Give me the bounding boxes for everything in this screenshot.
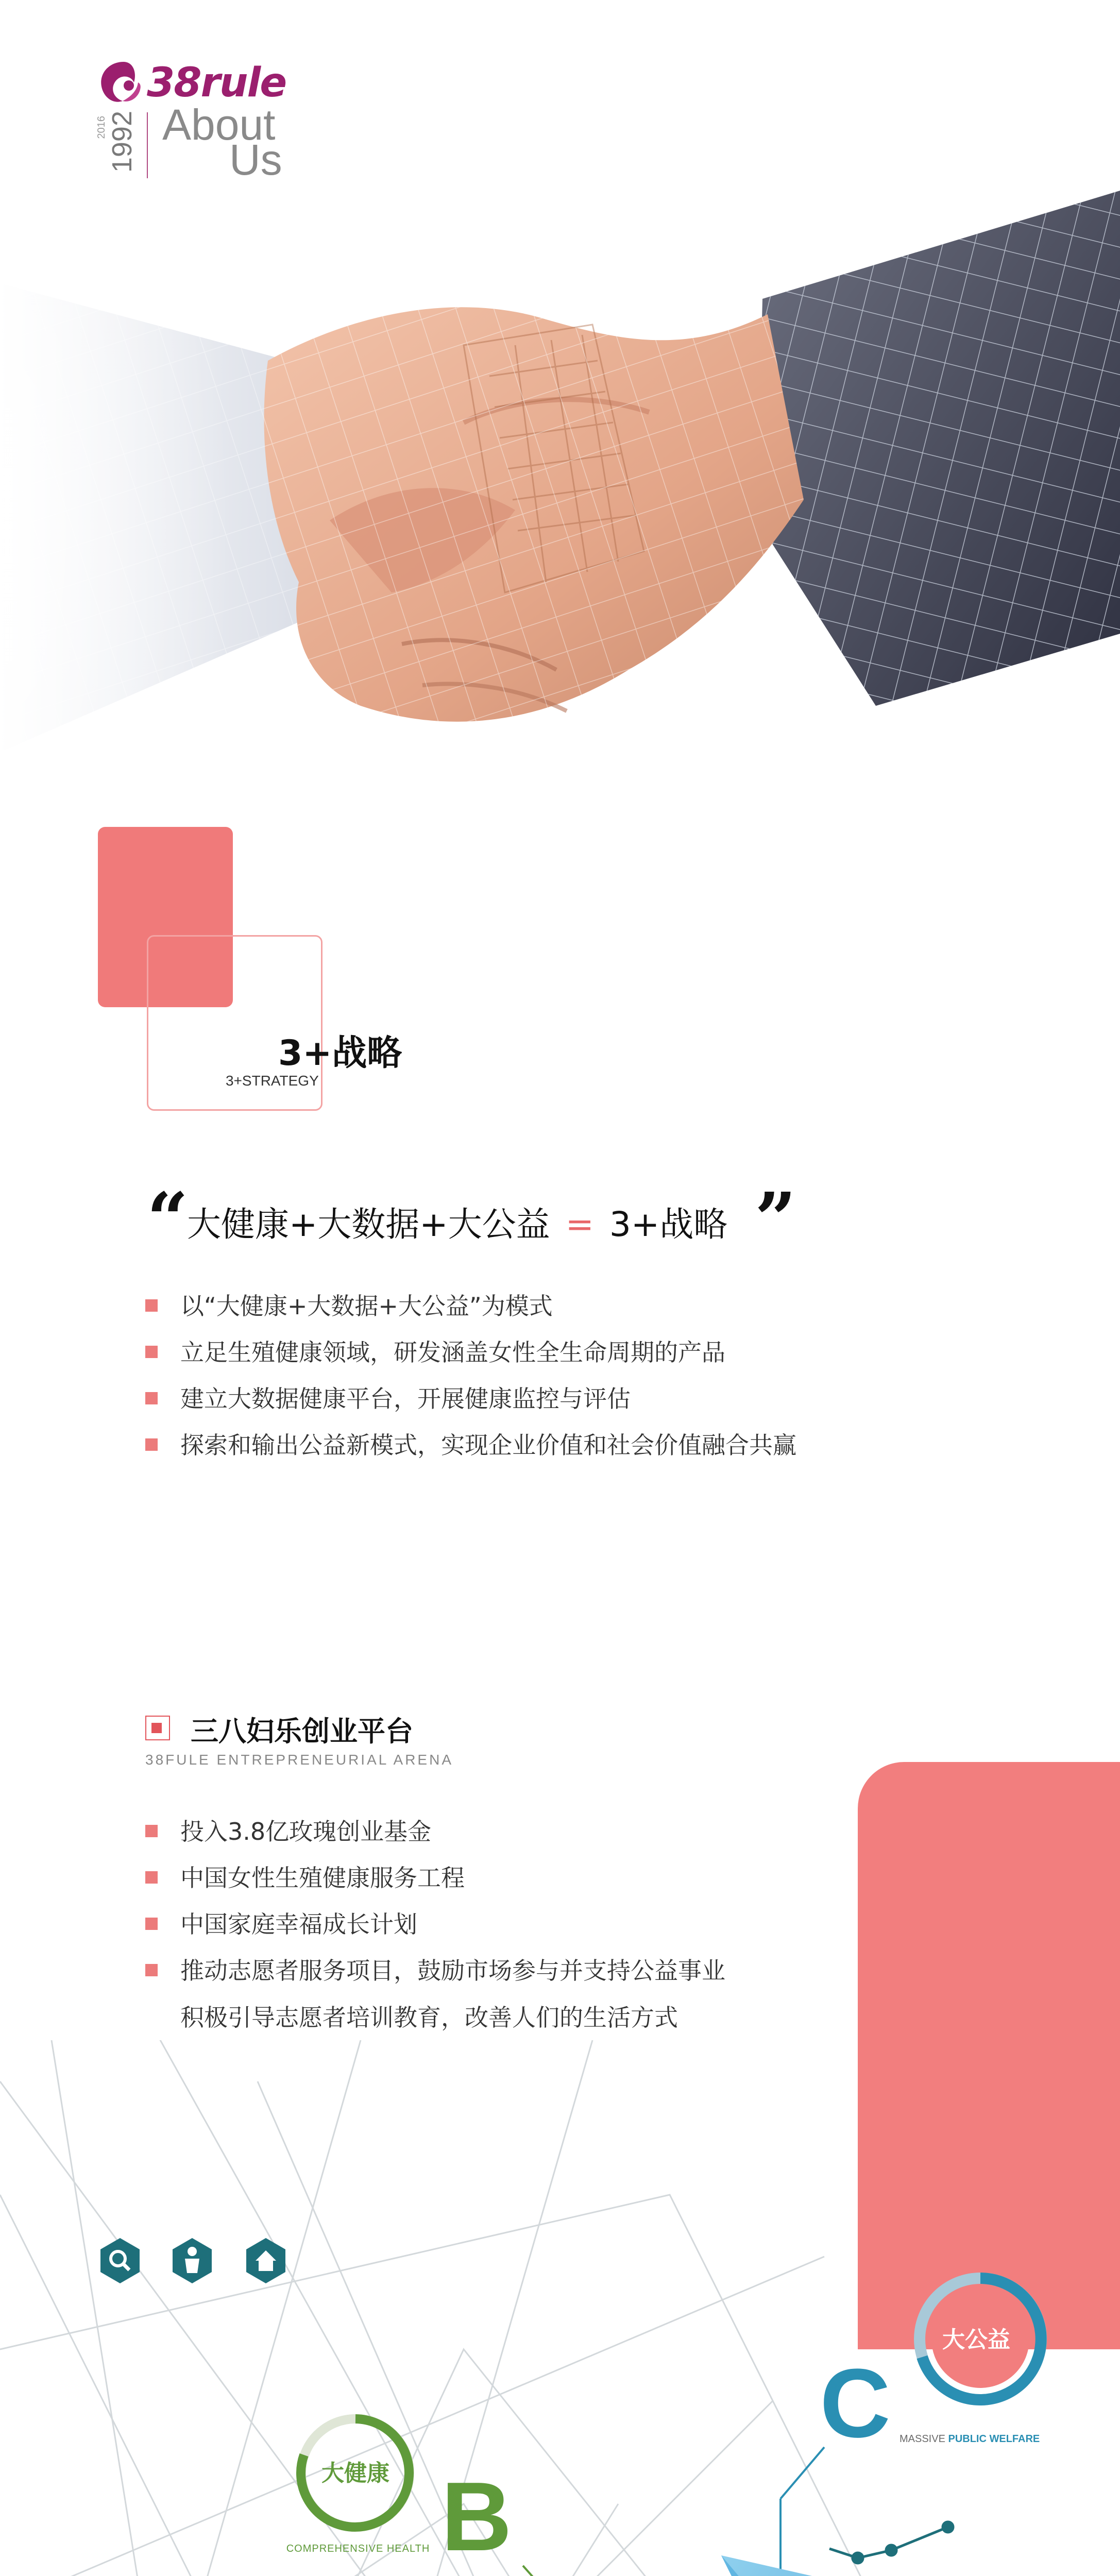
strategy-title: 3+战略 (278, 1033, 402, 1074)
list-item: 中国家庭幸福成长计划 (143, 1901, 725, 1947)
caption-c-light: MASSIVE (900, 2433, 948, 2445)
person-icon (173, 2238, 212, 2283)
founding-year (96, 111, 139, 183)
list-item: 建立大数据健康平台，开展健康监控与评估 (143, 1376, 796, 1422)
arena-subtitle: 38FULE ENTREPRENEURIAL ARENA (145, 1752, 453, 1768)
formula-text (187, 1197, 727, 1246)
list-item: 探索和输出公益新模式，实现企业价值和社会价值融合共赢 (143, 1422, 796, 1468)
about-heading-line1: About (162, 100, 276, 149)
label-health: 大健康 (321, 2460, 389, 2486)
formula-right: 3+战略 (609, 1205, 728, 1244)
caption-public-welfare (900, 2433, 1040, 2445)
logo-mark-icon (93, 57, 149, 113)
mini-linechart-icon (829, 2522, 953, 2563)
caption-c-bold: PUBLIC WELFARE (948, 2433, 1040, 2445)
strategy-bullet-list (143, 1283, 796, 1468)
logo-wordmark: 38rule (147, 60, 286, 106)
abc-diagram (0, 2040, 1120, 2576)
arena-title: 三八妇乐创业平台 (191, 1715, 413, 1748)
list-item: 中国女性生殖健康服务工程 (143, 1855, 725, 1901)
blue-polyhedron (721, 2555, 1010, 2576)
list-item-continuation: 积极引导志愿者培训教育，改善人们的生活方式 (180, 2004, 678, 2031)
letter-b: B (441, 2462, 512, 2571)
search-icon (100, 2238, 140, 2283)
list-item: 以“大健康+大数据+大公益”为模式 (143, 1283, 796, 1329)
list-item: 立足生殖健康领域，研发涵盖女性全生命周期的产品 (143, 1329, 796, 1376)
section-marker-icon (145, 1716, 170, 1740)
header-divider (147, 112, 148, 178)
formula-equals: = (565, 1205, 594, 1244)
year-main: 1992 (107, 111, 138, 173)
letter-c: C (820, 2349, 891, 2458)
year-small: 2016 (96, 116, 107, 139)
formula-left: 大健康+大数据+大公益 (187, 1205, 550, 1244)
label-public-welfare: 大公益 (942, 2327, 1010, 2353)
strategy-formula (147, 1177, 817, 1262)
handshake-hero-image (0, 191, 1120, 881)
strategy-subtitle: 3+STRATEGY (226, 1073, 319, 1089)
caption-health: COMPREHENSIVE HEALTH (286, 2543, 430, 2554)
list-item: 投入3.8亿玫瑰创业基金 (143, 1808, 725, 1855)
list-item: 推动志愿者服务项目，鼓励市场参与并支持公益事业 (143, 1947, 725, 1994)
about-heading-line2: Us (229, 135, 282, 184)
quote-open-icon: “ (147, 1177, 189, 1262)
quote-close-icon: ” (755, 1177, 796, 1262)
arena-bullet-list (143, 1808, 725, 1994)
home-icon (246, 2238, 285, 2283)
